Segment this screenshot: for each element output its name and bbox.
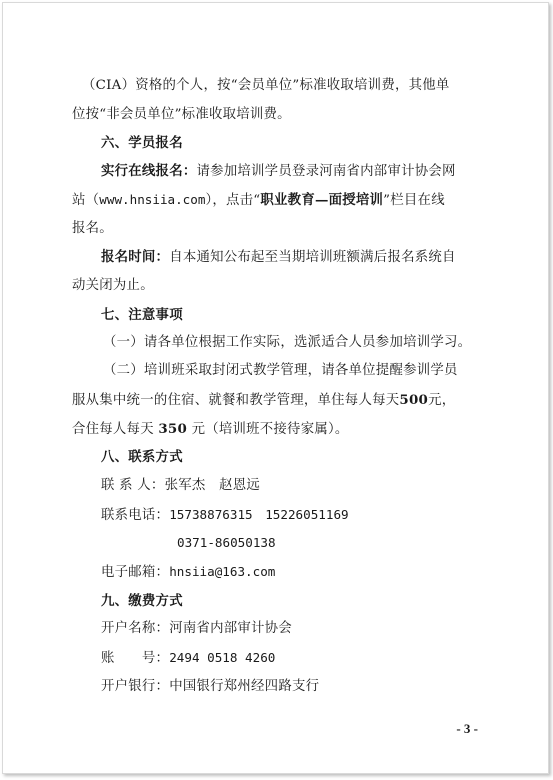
section-9-heading: 九、缴费方式 xyxy=(101,593,183,609)
text-segment: ），点击“ xyxy=(205,193,261,208)
text-segment: 元（培训班不接待家属）。 xyxy=(191,422,349,437)
contact-person-label: 联 系 人： xyxy=(101,478,165,493)
contact-person-row xyxy=(101,477,260,495)
contact-person-names: 张军杰 赵恩远 xyxy=(164,478,261,493)
registration-time-label: 报名时间： xyxy=(101,249,170,265)
bank-value: 中国银行郑州经四路支行 xyxy=(169,679,320,694)
single-room-price: 500 xyxy=(399,392,429,408)
website-link[interactable]: www.hnsiia.com xyxy=(99,192,206,207)
bank-row xyxy=(101,678,319,696)
account-name-label: 开户名称： xyxy=(101,621,170,636)
text-segment: ”栏目在线 xyxy=(383,193,445,208)
note-item-2-line-3 xyxy=(72,420,349,439)
contact-phone-row xyxy=(101,506,349,525)
contact-email-row xyxy=(101,563,275,582)
section-8-heading: 八、联系方式 xyxy=(101,449,183,465)
registration-time-line-1 xyxy=(101,248,456,267)
contact-phone-label: 联系电话： xyxy=(101,508,170,523)
note-item-1: （一）请各单位根据工作实际，选派适合人员参加培训学习。 xyxy=(103,335,472,350)
intro-line-1: （CIA）资格的个人，按“会员单位”标准收取培训费，其他单 xyxy=(82,78,450,93)
online-registration-label: 实行在线报名： xyxy=(101,163,197,179)
contact-email-address[interactable]: hnsiia@163.com xyxy=(169,564,276,579)
contact-phone-mobile: 15738876315 15226051169 xyxy=(169,507,349,522)
contact-email-label: 电子邮箱： xyxy=(101,565,170,580)
online-registration-line-3: 报名。 xyxy=(72,221,113,236)
double-room-price: 350 xyxy=(158,421,188,437)
bank-label: 开户银行： xyxy=(101,679,170,694)
note-item-2-line-2 xyxy=(72,391,455,410)
text-segment: 元， xyxy=(428,393,456,408)
account-number-row xyxy=(101,649,275,668)
document-page xyxy=(2,2,549,774)
landline-number: 0371-86050138 xyxy=(177,535,276,550)
intro-line-2: 位按“非会员单位”标准收取培训费。 xyxy=(72,107,291,122)
account-number-value: 2494 0518 4260 xyxy=(169,650,276,665)
text-segment: 合住每人每天 xyxy=(72,422,154,437)
account-number-label: 账 号： xyxy=(101,651,170,666)
text-segment: 服从集中统一的住宿、就餐和教学管理，单住每人每天 xyxy=(72,393,400,408)
section-6-heading: 六、学员报名 xyxy=(101,135,183,151)
online-registration-text: 请参加培训学员登录河南省内部审计协会网 xyxy=(196,164,456,179)
page-number: - 3 - xyxy=(456,721,478,736)
column-name: 职业教育—面授培训 xyxy=(260,192,384,208)
online-registration-line-2 xyxy=(72,191,445,210)
registration-time-text: 自本通知公布起至当期培训班额满后报名系统自 xyxy=(169,250,456,265)
note-item-2-line-1: （二）培训班采取封闭式教学管理，请各单位提醒参训学员 xyxy=(103,363,458,378)
account-name-value: 河南省内部审计协会 xyxy=(169,621,292,636)
section-7-heading: 七、注意事项 xyxy=(101,307,183,323)
account-name-row xyxy=(101,620,292,638)
text-segment: 站（ xyxy=(72,193,100,208)
contact-phone-landline xyxy=(177,534,276,553)
registration-time-line-2: 动关闭为止。 xyxy=(72,278,154,293)
online-registration-line-1 xyxy=(101,162,456,181)
